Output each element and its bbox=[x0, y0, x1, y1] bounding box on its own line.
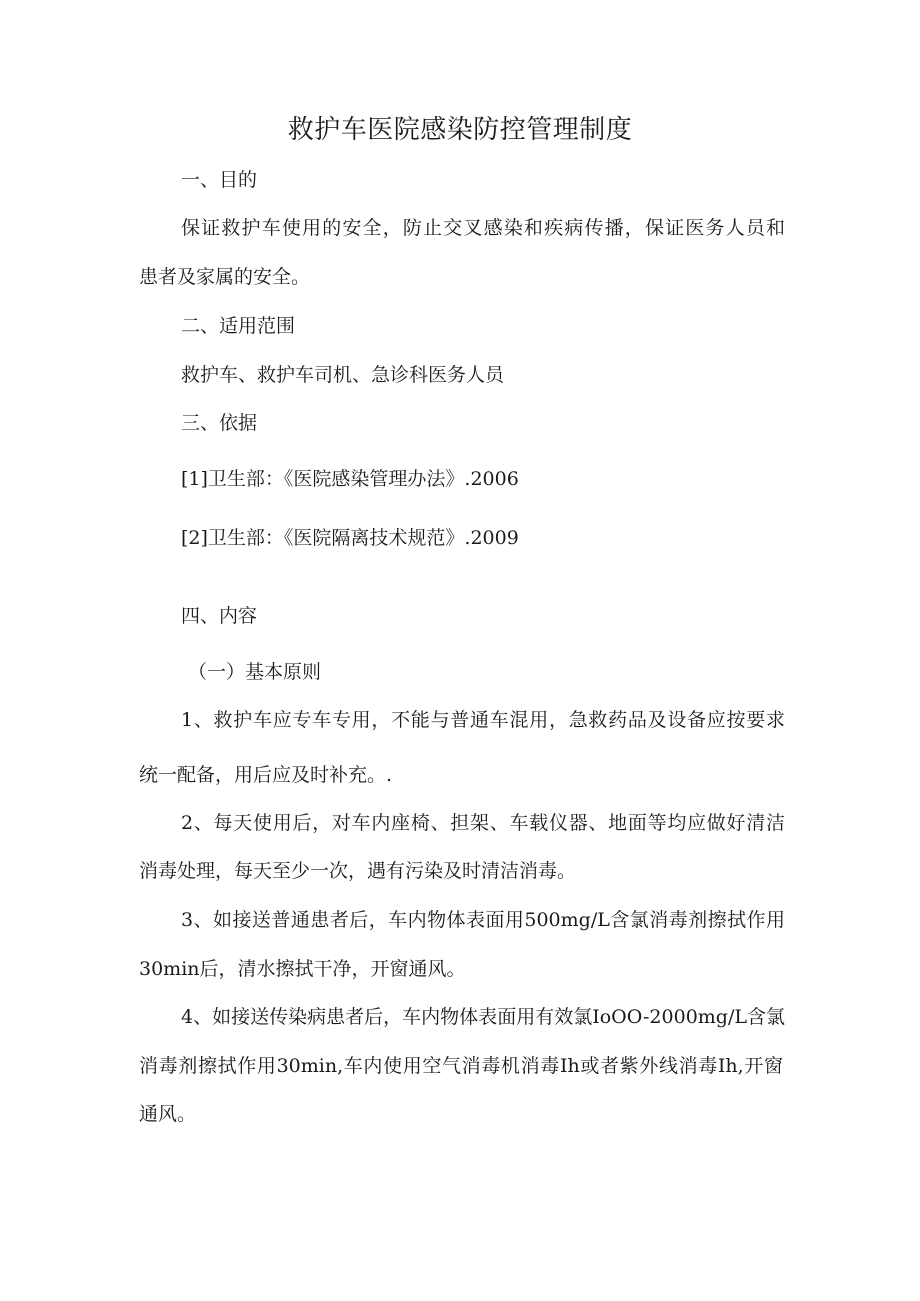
scope-paragraph: 救护车、救护车司机、急诊科医务人员 bbox=[181, 364, 505, 386]
subsection-heading-basic-principles: （一）基本原则 bbox=[188, 661, 322, 683]
item-3-line-1: 3、如接送普通患者后，车内物体表面用500mg/L含氯消毒剂擦拭作用 bbox=[181, 909, 785, 931]
item-2-line-1: 2、每天使用后，对车内座椅、担架、车载仪器、地面等均应做好清洁 bbox=[181, 812, 785, 834]
section-heading-content: 四、内容 bbox=[181, 605, 258, 627]
section-heading-basis: 三、依据 bbox=[181, 412, 258, 434]
item-3-line-2: 30min后，清水擦拭干净，开窗通风。 bbox=[139, 958, 466, 980]
item-4-line-3: 通风。 bbox=[139, 1103, 197, 1125]
item-4-line-2: 消毒剂擦拭作用30min,车内使用空气消毒机消毒Ih或者紫外线消毒Ih,开窗 bbox=[139, 1055, 783, 1077]
item-1-line-1: 1、救护车应专车专用，不能与普通车混用，急救药品及设备应按要求 bbox=[181, 709, 785, 731]
item-4-line-1: 4、如接送传染病患者后，车内物体表面用有效氯IoOO-2000mg/L含氯 bbox=[181, 1006, 785, 1028]
item-1-line-2: 统一配备，用后应及时补充。. bbox=[139, 764, 393, 786]
reference-2: [2]卫生部：《医院隔离技术规范》.2009 bbox=[181, 527, 519, 549]
purpose-paragraph-line-2: 患者及家属的安全。 bbox=[139, 266, 311, 288]
item-2-line-2: 消毒处理，每天至少一次，遇有污染及时清洁消毒。 bbox=[139, 860, 577, 882]
section-heading-scope: 二、适用范围 bbox=[181, 315, 296, 337]
section-heading-purpose: 一、目的 bbox=[181, 169, 258, 191]
purpose-paragraph-line-1: 保证救护车使用的安全，防止交叉感染和疾病传播，保证医务人员和 bbox=[181, 217, 785, 239]
document-title: 救护车医院感染防控管理制度 bbox=[287, 115, 633, 145]
reference-1: [1]卫生部：《医院感染管理办法》.2006 bbox=[181, 468, 519, 490]
